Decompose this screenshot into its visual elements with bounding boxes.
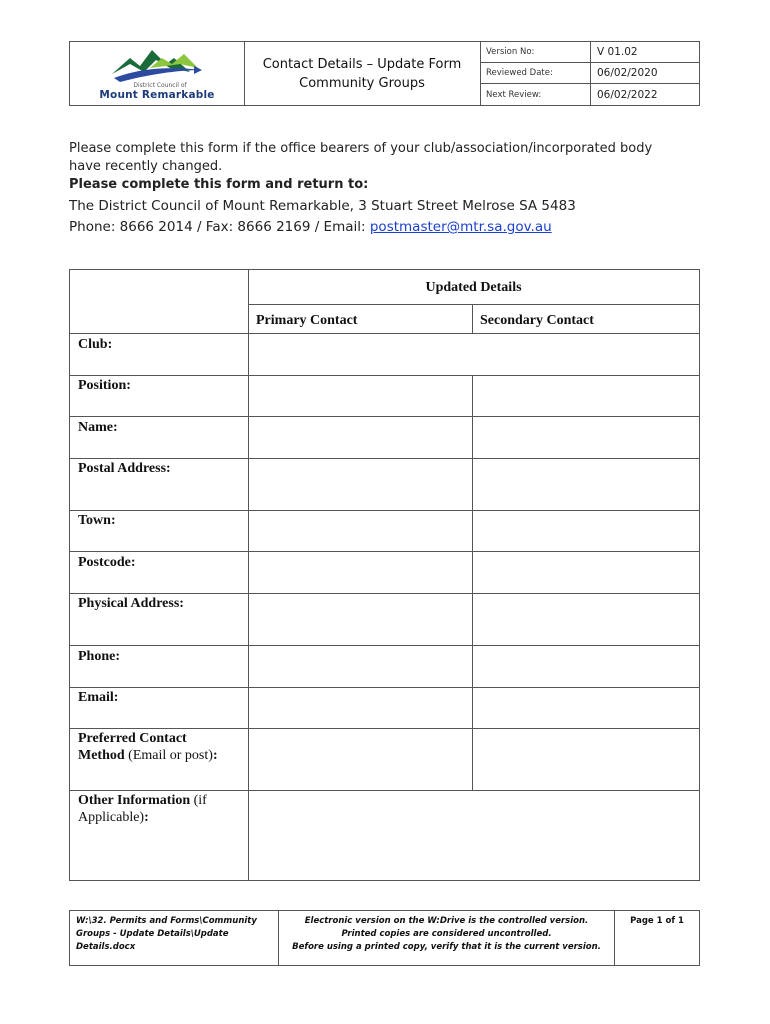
town-label: Town: — [78, 513, 116, 528]
position-primary-input[interactable] — [249, 376, 472, 416]
town-primary-input[interactable] — [249, 511, 472, 551]
secondary-contact-header: Secondary Contact — [480, 313, 594, 328]
version-meta — [480, 42, 699, 105]
club-label: Club: — [78, 337, 113, 352]
phone-secondary-input[interactable] — [473, 646, 699, 687]
intro-line-1: Please complete this form if the office bearers of your club/association/incorporated body — [69, 141, 653, 156]
page-number: Page 1 of 1 — [630, 916, 684, 926]
council-address: The District Council of Mount Remarkable, 3 Stuart Street Melrose SA 5483 — [69, 198, 576, 214]
email-secondary-input[interactable] — [473, 688, 699, 728]
meta-row-next-review — [480, 84, 699, 105]
notice-line-3: Before using a printed copy, verify that it is the current version. — [292, 942, 601, 952]
email-primary-input[interactable] — [249, 688, 472, 728]
name-secondary-input[interactable] — [473, 417, 699, 458]
logo-cell — [70, 42, 245, 105]
intro-line-2: have recently changed. — [69, 159, 223, 174]
meta-value: 06/02/2022 — [597, 88, 658, 101]
physical-address-primary-input[interactable] — [249, 594, 472, 645]
physical-address-label: Physical Address: — [78, 596, 184, 611]
other-information-input[interactable] — [249, 791, 699, 880]
meta-label: Version No: — [480, 42, 591, 62]
updated-details-header: Updated Details — [425, 280, 522, 295]
meta-row-version — [480, 42, 699, 63]
preferred-contact-secondary-input[interactable] — [473, 729, 699, 790]
town-secondary-input[interactable] — [473, 511, 699, 551]
postcode-label: Postcode: — [78, 555, 136, 570]
club-input[interactable] — [249, 334, 699, 375]
council-contact — [69, 217, 709, 238]
file-path — [70, 911, 279, 965]
preferred-contact-primary-input[interactable] — [249, 729, 472, 790]
postal-address-label: Postal Address: — [78, 461, 171, 476]
primary-contact-header: Primary Contact — [256, 313, 358, 328]
meta-label: Next Review: — [480, 84, 591, 105]
title-line-1: Contact Details – Update Form — [262, 56, 462, 72]
position-label: Position: — [78, 378, 131, 393]
name-label: Name: — [78, 420, 118, 435]
meta-value: V 01.02 — [597, 46, 638, 58]
phone-primary-input[interactable] — [249, 646, 472, 687]
phone-label: Phone: — [78, 649, 120, 664]
logo-small-text: District Council of — [133, 82, 187, 89]
document-header — [69, 41, 700, 106]
logo-big-text: Mount Remarkable — [99, 89, 215, 101]
update-form-table — [69, 269, 700, 881]
file-path-line-2: Groups - Update Details\Update Details.docx — [76, 929, 229, 952]
contact-prefix: Phone: 8666 2014 / Fax: 8666 2169 / Email: — [69, 219, 370, 235]
meta-row-reviewed — [480, 63, 699, 84]
notice-line-1: Electronic version on the W:Drive is the controlled version. — [304, 916, 589, 926]
postcode-secondary-input[interactable] — [473, 552, 699, 593]
file-path-line-1: W:\32. Permits and Forms\Community — [76, 916, 257, 926]
position-secondary-input[interactable] — [473, 376, 699, 416]
title-line-2: Community Groups — [299, 75, 425, 91]
intro-text — [69, 140, 709, 238]
meta-value: 06/02/2020 — [597, 67, 658, 79]
name-primary-input[interactable] — [249, 417, 472, 458]
notice-line-2: Printed copies are considered uncontrolled. — [341, 929, 552, 939]
document-footer — [69, 910, 700, 966]
email-label: Email: — [78, 690, 119, 705]
meta-label: Reviewed Date: — [480, 63, 591, 83]
postal-address-primary-input[interactable] — [249, 459, 472, 510]
control-notice — [279, 911, 615, 965]
postal-address-secondary-input[interactable] — [473, 459, 699, 510]
other-information-label: Other Information (if Applicable): — [78, 793, 207, 825]
document-title — [244, 42, 481, 105]
intro-line-3: Please complete this form and return to: — [69, 177, 369, 192]
physical-address-secondary-input[interactable] — [473, 594, 699, 645]
postcode-primary-input[interactable] — [249, 552, 472, 593]
preferred-contact-label: Preferred Contact Method (Email or post): — [78, 731, 218, 763]
email-link[interactable]: postmaster@mtr.sa.gov.au — [369, 219, 552, 235]
council-logo-icon — [110, 46, 204, 84]
